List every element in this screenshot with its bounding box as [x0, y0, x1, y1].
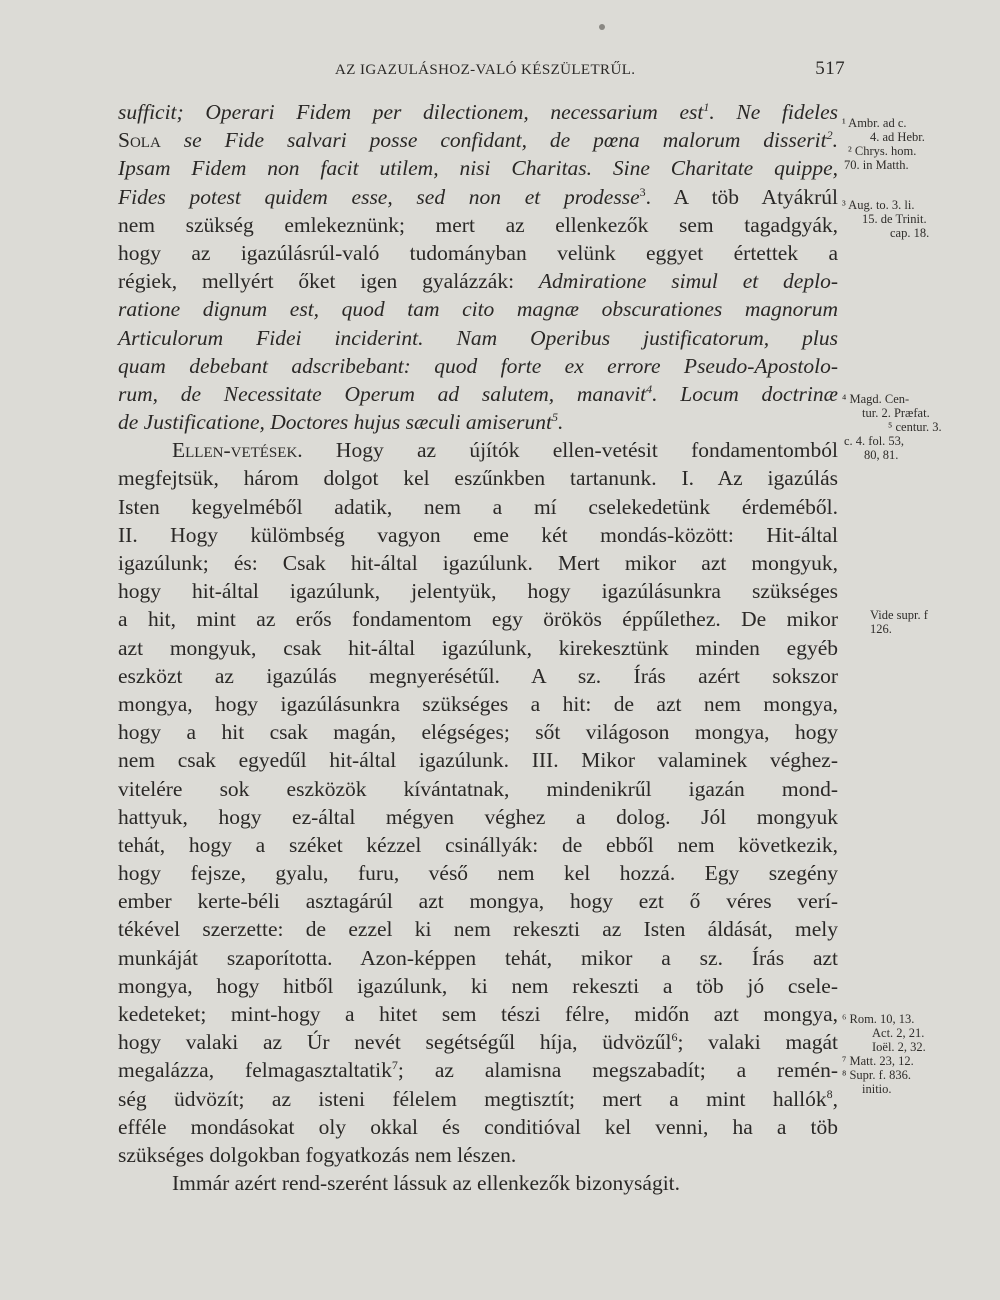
- text-line: hogy valaki az Úr nevét segétségűl híja, üdvözűl$^6$; valaki magát: [118, 1030, 838, 1055]
- text-line: mongya, hogy igazúlásunkra szükséges a hit: de azt nem mongya,: [118, 691, 838, 716]
- text-line: Sola se Fide salvari posse confidant, de pœna malorum disserit$^2$.: [118, 128, 838, 153]
- text-line: vitelére sok eszközök kívántatnak, mindenikrűl igazán mond-: [118, 776, 838, 801]
- main-text-column: [118, 98, 838, 1197]
- margin-note: ³ Aug. to. 3. li. 15. de Trinit. cap. 18.: [842, 198, 930, 240]
- text-line: hogy fejsze, gyalu, furu, véső nem kel hozzá. Egy szegény: [118, 861, 838, 886]
- running-header: [335, 58, 845, 88]
- text-line: tehát, hogy a széket kézzel csinállyák: de ebből nem következik,: [118, 832, 838, 857]
- text-line: azt mongyuk, csak hit-által igazúlunk, kirekesztünk minden egyéb: [118, 635, 838, 660]
- margin-note: ⁶ Rom. 10, 13. Act. 2, 21. Ioël. 2, 32. ⁷ Matt. 23, 12. ⁸ Supr. f. 836. initio.: [842, 1012, 926, 1096]
- section-heading: Ellen-vetések.: [172, 438, 303, 463]
- text-line: szükséges dolgokban fogyatkozás nem lészen.: [118, 1142, 517, 1167]
- text-line: Ipsam Fidem non facit utilem, nisi Charitas. Sine Charitate quippe,: [118, 156, 838, 181]
- running-title: AZ IGAZULÁSHOZ-VALÓ KÉSZÜLETRŰL.: [335, 62, 636, 78]
- text-line: a hit, mint az erős fondamentom egy örökös éppűlethez. De mikor: [118, 607, 838, 632]
- text-line: hogy a hit csak magán, elégséges; sőt világoson mongya, hogy: [118, 720, 838, 745]
- text-line: de Justificatione, Doctores hujus sæculi amiserunt$^5$.: [118, 410, 564, 435]
- text-line: hattyuk, hogy ez-által mégyen véghez a dolog. Jól mongyuk: [118, 804, 838, 829]
- text-line: eszközt az igazúlás megnyerésétűl. A sz. Írás azért sokszor: [118, 663, 838, 688]
- text-line: igazúlunk; és: Csak hit-által igazúlunk. Mert mikor azt mongyuk,: [118, 551, 838, 575]
- text-line: mongya, hogy hitből igazúlunk, ki nem rekeszti a töb jó csele-: [118, 973, 838, 998]
- text-line: Fides potest quidem esse, sed non et prodesse$^3$. A töb Atyákrúl: [118, 184, 838, 209]
- text-line: megfejtsük, három dolgot kel eszűnkben tartanunk. I. Az igazúlás: [118, 466, 838, 491]
- margin-note: ⁴ Magd. Cen- tur. 2. Præfat. ⁵ centur. 3. c. 4. fol. 53, 80, 81.: [842, 392, 942, 462]
- text-line: megalázza, felmagasztaltatik$^7$; az alamisna megszabadít; a remén-: [118, 1058, 838, 1083]
- text-line: Ellen-vetések. Hogy az újítók ellen-vetésit fondamentomból: [172, 438, 838, 463]
- text-line: Isten kegyelméből adatik, nem a mí cselekedetünk érdeméből.: [118, 494, 838, 519]
- text-line: tékével szerzette: de ezzel ki nem rekeszti az Isten áldását, mely: [118, 917, 838, 942]
- text-line: nem csak egyedűl hit-által igazúlunk. III. Mikor valaminek véghez-: [118, 748, 838, 773]
- text-line: ember kerte-béli asztagárúl azt mongya, hogy ezt ő véres verí-: [118, 889, 838, 914]
- text-line: kedeteket; mint-hogy a hitet sem tészi félre, midőn azt mongya,: [118, 1002, 838, 1026]
- text-line: sufficit; Operari Fidem per dilectionem, necessarium est$^1$. Ne fideles: [118, 100, 838, 124]
- text-line: quam debebant adscribebant: quod forte ex errore Pseudo-Apostolo-: [118, 353, 838, 378]
- margin-note: Vide supr. f 126.: [870, 608, 928, 636]
- text-line: Immár azért rend-szerént lássuk az ellenkezők bizonyságit.: [172, 1171, 681, 1196]
- text-line: II. Hogy külömbség vagyon eme két mondás-között: Hit-által: [118, 522, 838, 547]
- text-line: Articulorum Fidei inciderint. Nam Operibus justificatorum, plus: [118, 325, 838, 350]
- text-line: hogy az igazúlásrúl-való tudományban velünk eggyet értettek a: [118, 240, 838, 265]
- text-line: hogy hit-által igazúlunk, jelentyük, hogy igazúlásunkra szükséges: [118, 579, 838, 604]
- text-line: ség üdvözít; az isteni félelem megtisztít; mert a mint hallók$^8$,: [118, 1086, 838, 1111]
- text-line: nem szükség emlekeznünk; mert az ellenkezők sem tagadgyák,: [118, 212, 838, 237]
- text-line: rum, de Necessitate Operum ad salutem, manavit$^4$. Locum doctrinæ: [118, 381, 838, 406]
- page-number: 517: [815, 58, 845, 79]
- text-line: munkáját szaporította. Azon-képpen tehát, mikor a sz. Írás azt: [118, 945, 838, 970]
- text-line: ratione dignum est, quod tam cito magnæ obscurationes magnorum: [118, 297, 838, 322]
- margin-note: ¹ Ambr. ad c. 4. ad Hebr. ² Chrys. hom. 70. in Matth.: [842, 116, 925, 172]
- text-line: efféle mondásokat oly okkal és conditióval kel venni, ha a töb: [118, 1114, 838, 1139]
- ink-speck: [599, 24, 605, 30]
- text-line: régiek, mellyért őket igen gyalázzák: Admiratione simul et deplo-: [118, 269, 838, 294]
